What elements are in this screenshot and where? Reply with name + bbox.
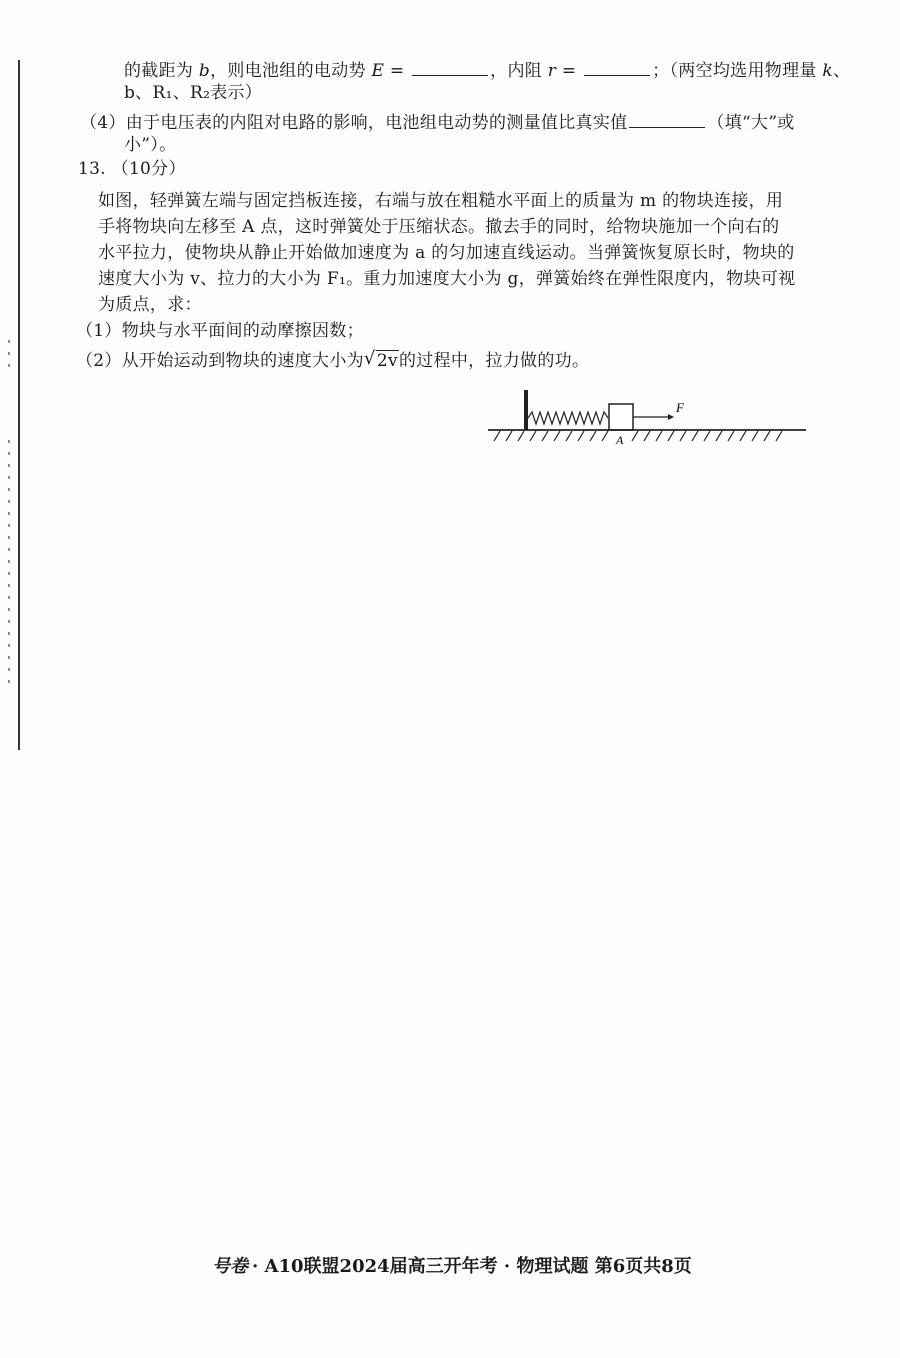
q12-part4-line-2: 小”）。 <box>124 135 177 155</box>
q12-part4-line-1: （4）由于电压表的内阻对电路的影响，电池组电动势的测量值比真实值 （填“大”或 <box>80 113 795 133</box>
fixed-baffle <box>524 390 528 430</box>
answer-blank-4[interactable] <box>629 113 705 128</box>
block <box>609 404 633 430</box>
point-a-label: A <box>616 433 624 447</box>
q13-para-line-3: 水平拉力，使物块从静止开始做加速度为 a 的匀加速直线运动。当弹簧恢复原长时，物块的 <box>98 243 795 263</box>
page-footer: 号卷 · A10联盟2024届高三开年考 · 物理试题 第6页共8页 <box>212 1252 692 1278</box>
margin-dots <box>8 340 10 370</box>
sqrt-2v: √ 2v <box>363 348 398 371</box>
q12-line-2: b、R₁、R₂表示） <box>124 83 263 103</box>
answer-blank-r[interactable] <box>584 61 650 76</box>
force-label: F <box>676 400 684 415</box>
q13-para-line-1: 如图，轻弹簧左端与固定挡板连接，右端与放在粗糙水平面上的质量为 m 的物块连接，用 <box>98 191 784 211</box>
q13-subq-1: （1）物块与水平面间的动摩擦因数； <box>76 321 364 341</box>
margin-dots <box>8 440 10 690</box>
spring <box>528 412 608 424</box>
margin-binding-line <box>18 60 20 750</box>
q12-line-1: 的截距为 b，则电池组的电动势 E = ，内阻 r = ；（两空均选用物理量 k、 <box>124 61 851 81</box>
ground-hatching <box>494 431 782 441</box>
q13-para-line-2: 手将物块向左移至 A 点，这时弹簧处于压缩状态。撤去手的同时，给物块施加一个向右的 <box>98 217 780 237</box>
q13-para-line-4: 速度大小为 v、拉力的大小为 F₁。重力加速度大小为 g，弹簧始终在弹性限度内，物块可视 <box>98 269 796 289</box>
spring-block-figure <box>488 388 810 448</box>
q13-header: 13. （10分） <box>78 159 186 179</box>
force-arrowhead <box>668 414 674 420</box>
answer-blank-e[interactable] <box>412 61 488 76</box>
q13-subq-2: （2）从开始运动到物块的速度大小为 √ 2v的过程中，拉力做的功。 <box>76 348 590 371</box>
exam-logo: 号卷 <box>212 1256 248 1277</box>
q13-para-line-5: 为质点，求： <box>98 295 202 315</box>
